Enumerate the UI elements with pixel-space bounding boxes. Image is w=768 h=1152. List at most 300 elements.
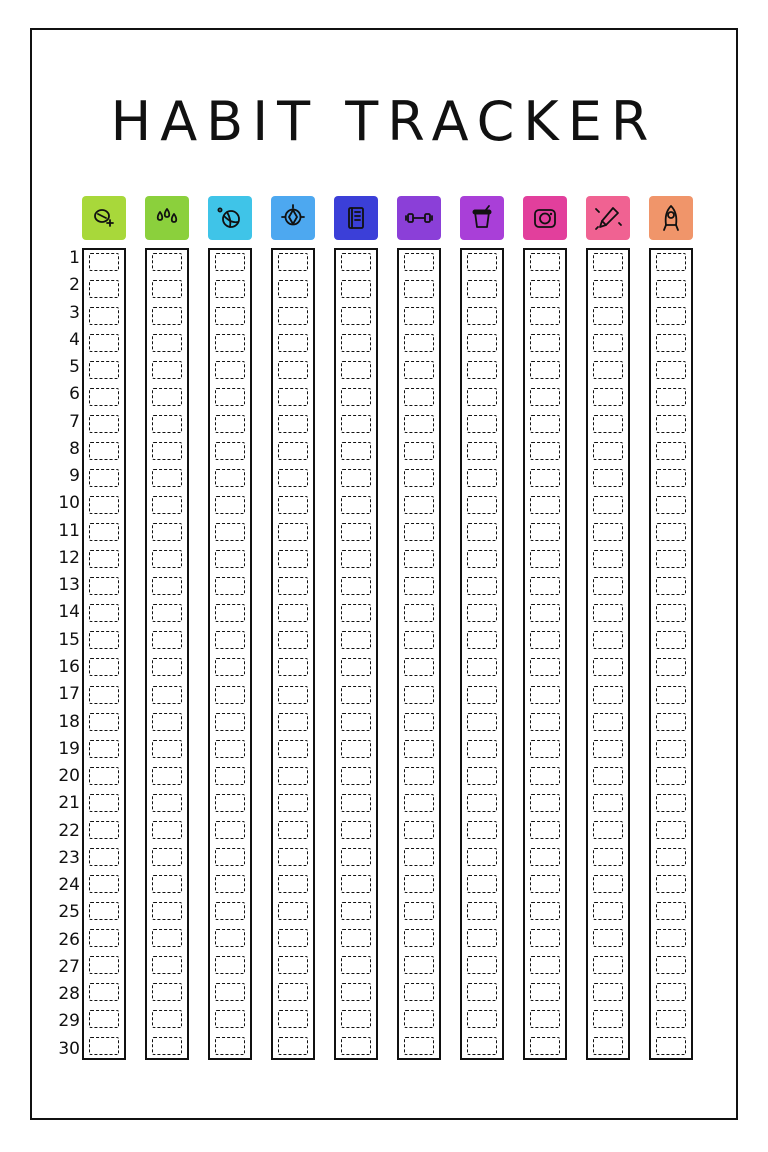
habit-cell[interactable] [278,550,308,568]
habit-cell[interactable] [467,334,497,352]
habit-cell[interactable] [215,253,245,271]
habit-cell[interactable] [341,902,371,920]
habit-cell[interactable] [152,469,182,487]
habit-cell[interactable] [215,631,245,649]
habit-cell[interactable] [467,550,497,568]
habit-cell[interactable] [215,388,245,406]
habit-cell[interactable] [467,956,497,974]
habit-cell[interactable] [467,740,497,758]
habit-cell[interactable] [656,577,686,595]
habit-cell[interactable] [404,821,434,839]
habit-cell[interactable] [152,929,182,947]
habit-cell[interactable] [467,604,497,622]
habit-cell[interactable] [152,983,182,1001]
habit-cell[interactable] [530,983,560,1001]
habit-cell[interactable] [656,1010,686,1028]
habit-cell[interactable] [593,631,623,649]
habit-cell[interactable] [341,307,371,325]
habit-cell[interactable] [89,361,119,379]
habit-cell[interactable] [593,388,623,406]
habit-cell[interactable] [152,658,182,676]
habit-cell[interactable] [530,902,560,920]
habit-cell[interactable] [89,469,119,487]
habit-cell[interactable] [404,767,434,785]
habit-cell[interactable] [278,686,308,704]
habit-cell[interactable] [530,767,560,785]
habit-cell[interactable] [593,334,623,352]
habit-cell[interactable] [656,523,686,541]
habit-cell[interactable] [530,794,560,812]
habit-cell[interactable] [530,334,560,352]
habit-cell[interactable] [341,929,371,947]
habit-cell[interactable] [278,442,308,460]
habit-cell[interactable] [152,713,182,731]
habit-cell[interactable] [404,550,434,568]
habit-cell[interactable] [404,956,434,974]
habit-cell[interactable] [467,821,497,839]
habit-cell[interactable] [278,577,308,595]
habit-cell[interactable] [278,334,308,352]
habit-cell[interactable] [278,496,308,514]
habit-cell[interactable] [656,902,686,920]
habit-cell[interactable] [404,469,434,487]
habit-cell[interactable] [404,848,434,866]
habit-cell[interactable] [89,713,119,731]
habit-cell[interactable] [656,794,686,812]
habit-cell[interactable] [593,713,623,731]
habit-cell[interactable] [404,631,434,649]
habit-cell[interactable] [467,848,497,866]
habit-cell[interactable] [89,496,119,514]
habit-cell[interactable] [278,469,308,487]
habit-cell[interactable] [152,875,182,893]
habit-cell[interactable] [278,956,308,974]
habit-cell[interactable] [530,577,560,595]
habit-cell[interactable] [656,713,686,731]
habit-cell[interactable] [467,307,497,325]
habit-cell[interactable] [530,658,560,676]
habit-cell[interactable] [278,604,308,622]
habit-cell[interactable] [278,280,308,298]
habit-cell[interactable] [467,361,497,379]
habit-cell[interactable] [467,929,497,947]
habit-cell[interactable] [593,1010,623,1028]
habit-cell[interactable] [152,253,182,271]
habit-cell[interactable] [530,956,560,974]
habit-cell[interactable] [89,253,119,271]
habit-cell[interactable] [656,550,686,568]
habit-cell[interactable] [89,686,119,704]
habit-cell[interactable] [152,848,182,866]
habit-cell[interactable] [215,929,245,947]
habit-cell[interactable] [215,469,245,487]
habit-cell[interactable] [278,307,308,325]
habit-cell[interactable] [404,388,434,406]
habit-cell[interactable] [467,1010,497,1028]
habit-cell[interactable] [467,388,497,406]
habit-cell[interactable] [656,631,686,649]
habit-cell[interactable] [656,956,686,974]
habit-cell[interactable] [530,415,560,433]
habit-cell[interactable] [341,523,371,541]
habit-cell[interactable] [656,361,686,379]
habit-cell[interactable] [530,469,560,487]
habit-cell[interactable] [278,523,308,541]
habit-cell[interactable] [593,307,623,325]
habit-cell[interactable] [530,631,560,649]
habit-cell[interactable] [467,767,497,785]
habit-cell[interactable] [278,875,308,893]
habit-cell[interactable] [215,875,245,893]
habit-cell[interactable] [656,767,686,785]
habit-cell[interactable] [467,658,497,676]
habit-cell[interactable] [467,523,497,541]
habit-cell[interactable] [404,253,434,271]
habit-cell[interactable] [467,686,497,704]
habit-cell[interactable] [530,307,560,325]
habit-cell[interactable] [89,794,119,812]
habit-cell[interactable] [152,334,182,352]
habit-cell[interactable] [89,658,119,676]
habit-cell[interactable] [593,604,623,622]
habit-cell[interactable] [341,334,371,352]
habit-cell[interactable] [89,442,119,460]
habit-cell[interactable] [89,740,119,758]
habit-cell[interactable] [530,929,560,947]
habit-cell[interactable] [89,523,119,541]
habit-cell[interactable] [467,469,497,487]
habit-cell[interactable] [593,523,623,541]
habit-cell[interactable] [89,848,119,866]
habit-cell[interactable] [404,794,434,812]
habit-cell[interactable] [341,1010,371,1028]
habit-cell[interactable] [656,415,686,433]
habit-cell[interactable] [404,280,434,298]
habit-cell[interactable] [341,604,371,622]
habit-cell[interactable] [89,983,119,1001]
habit-cell[interactable] [530,821,560,839]
habit-cell[interactable] [278,631,308,649]
habit-cell[interactable] [341,577,371,595]
habit-cell[interactable] [404,740,434,758]
habit-cell[interactable] [152,577,182,595]
habit-cell[interactable] [656,740,686,758]
habit-cell[interactable] [530,280,560,298]
habit-cell[interactable] [341,361,371,379]
habit-cell[interactable] [278,253,308,271]
habit-cell[interactable] [341,415,371,433]
habit-cell[interactable] [404,1037,434,1055]
habit-cell[interactable] [89,929,119,947]
habit-cell[interactable] [215,577,245,595]
habit-cell[interactable] [152,1010,182,1028]
habit-cell[interactable] [593,415,623,433]
habit-cell[interactable] [404,604,434,622]
habit-cell[interactable] [404,523,434,541]
habit-cell[interactable] [215,1037,245,1055]
habit-cell[interactable] [530,388,560,406]
habit-cell[interactable] [341,686,371,704]
habit-cell[interactable] [467,415,497,433]
habit-cell[interactable] [215,415,245,433]
habit-cell[interactable] [593,658,623,676]
habit-cell[interactable] [593,929,623,947]
habit-cell[interactable] [467,1037,497,1055]
habit-cell[interactable] [593,442,623,460]
habit-cell[interactable] [467,442,497,460]
habit-cell[interactable] [656,442,686,460]
habit-cell[interactable] [215,767,245,785]
habit-cell[interactable] [341,821,371,839]
habit-cell[interactable] [341,740,371,758]
habit-cell[interactable] [593,794,623,812]
habit-cell[interactable] [89,875,119,893]
habit-cell[interactable] [152,496,182,514]
habit-cell[interactable] [89,550,119,568]
habit-cell[interactable] [215,442,245,460]
habit-cell[interactable] [530,740,560,758]
habit-cell[interactable] [215,604,245,622]
habit-cell[interactable] [152,415,182,433]
habit-cell[interactable] [89,415,119,433]
habit-cell[interactable] [215,334,245,352]
habit-cell[interactable] [467,280,497,298]
habit-cell[interactable] [89,821,119,839]
habit-cell[interactable] [341,388,371,406]
habit-cell[interactable] [593,686,623,704]
habit-cell[interactable] [152,767,182,785]
habit-cell[interactable] [341,469,371,487]
habit-cell[interactable] [467,875,497,893]
habit-cell[interactable] [404,658,434,676]
habit-cell[interactable] [656,983,686,1001]
habit-cell[interactable] [278,713,308,731]
habit-cell[interactable] [530,1010,560,1028]
habit-cell[interactable] [467,902,497,920]
habit-cell[interactable] [656,496,686,514]
habit-cell[interactable] [89,631,119,649]
habit-cell[interactable] [404,442,434,460]
habit-cell[interactable] [341,442,371,460]
habit-cell[interactable] [656,686,686,704]
habit-cell[interactable] [152,956,182,974]
habit-cell[interactable] [215,821,245,839]
habit-cell[interactable] [152,442,182,460]
habit-cell[interactable] [341,956,371,974]
habit-cell[interactable] [215,361,245,379]
habit-cell[interactable] [341,713,371,731]
habit-cell[interactable] [152,361,182,379]
habit-cell[interactable] [530,713,560,731]
habit-cell[interactable] [341,253,371,271]
habit-cell[interactable] [278,983,308,1001]
habit-cell[interactable] [404,577,434,595]
habit-cell[interactable] [341,848,371,866]
habit-cell[interactable] [656,821,686,839]
habit-cell[interactable] [215,523,245,541]
habit-cell[interactable] [278,1010,308,1028]
habit-cell[interactable] [656,1037,686,1055]
habit-cell[interactable] [278,794,308,812]
habit-cell[interactable] [152,821,182,839]
habit-cell[interactable] [215,658,245,676]
habit-cell[interactable] [215,956,245,974]
habit-cell[interactable] [593,902,623,920]
habit-cell[interactable] [467,496,497,514]
habit-cell[interactable] [278,1037,308,1055]
habit-cell[interactable] [593,740,623,758]
habit-cell[interactable] [593,848,623,866]
habit-cell[interactable] [656,658,686,676]
habit-cell[interactable] [89,956,119,974]
habit-cell[interactable] [215,307,245,325]
habit-cell[interactable] [404,713,434,731]
habit-cell[interactable] [89,307,119,325]
habit-cell[interactable] [152,604,182,622]
habit-cell[interactable] [593,253,623,271]
habit-cell[interactable] [152,1037,182,1055]
habit-cell[interactable] [656,604,686,622]
habit-cell[interactable] [278,848,308,866]
habit-cell[interactable] [530,361,560,379]
habit-cell[interactable] [152,902,182,920]
habit-cell[interactable] [656,334,686,352]
habit-cell[interactable] [530,848,560,866]
habit-cell[interactable] [215,983,245,1001]
habit-cell[interactable] [278,821,308,839]
habit-cell[interactable] [89,388,119,406]
habit-cell[interactable] [404,875,434,893]
habit-cell[interactable] [215,902,245,920]
habit-cell[interactable] [152,686,182,704]
habit-cell[interactable] [530,496,560,514]
habit-cell[interactable] [278,388,308,406]
habit-cell[interactable] [341,875,371,893]
habit-cell[interactable] [530,523,560,541]
habit-cell[interactable] [341,631,371,649]
habit-cell[interactable] [593,1037,623,1055]
habit-cell[interactable] [89,1037,119,1055]
habit-cell[interactable] [89,1010,119,1028]
habit-cell[interactable] [278,740,308,758]
habit-cell[interactable] [215,496,245,514]
habit-cell[interactable] [152,388,182,406]
habit-cell[interactable] [530,604,560,622]
habit-cell[interactable] [404,929,434,947]
habit-cell[interactable] [278,902,308,920]
habit-cell[interactable] [467,253,497,271]
habit-cell[interactable] [593,550,623,568]
habit-cell[interactable] [404,334,434,352]
habit-cell[interactable] [656,388,686,406]
habit-cell[interactable] [467,631,497,649]
habit-cell[interactable] [89,902,119,920]
habit-cell[interactable] [593,280,623,298]
habit-cell[interactable] [152,631,182,649]
habit-cell[interactable] [215,550,245,568]
habit-cell[interactable] [341,1037,371,1055]
habit-cell[interactable] [341,767,371,785]
habit-cell[interactable] [215,713,245,731]
habit-cell[interactable] [404,307,434,325]
habit-cell[interactable] [656,253,686,271]
habit-cell[interactable] [404,361,434,379]
habit-cell[interactable] [278,415,308,433]
habit-cell[interactable] [215,848,245,866]
habit-cell[interactable] [341,496,371,514]
habit-cell[interactable] [404,902,434,920]
habit-cell[interactable] [656,875,686,893]
habit-cell[interactable] [152,523,182,541]
habit-cell[interactable] [467,983,497,1001]
habit-cell[interactable] [593,956,623,974]
habit-cell[interactable] [593,821,623,839]
habit-cell[interactable] [152,794,182,812]
habit-cell[interactable] [215,1010,245,1028]
habit-cell[interactable] [656,848,686,866]
habit-cell[interactable] [404,686,434,704]
habit-cell[interactable] [278,929,308,947]
habit-cell[interactable] [341,983,371,1001]
habit-cell[interactable] [467,713,497,731]
habit-cell[interactable] [656,929,686,947]
habit-cell[interactable] [341,550,371,568]
habit-cell[interactable] [656,469,686,487]
habit-cell[interactable] [152,740,182,758]
habit-cell[interactable] [404,983,434,1001]
habit-cell[interactable] [530,253,560,271]
habit-cell[interactable] [530,442,560,460]
habit-cell[interactable] [530,1037,560,1055]
habit-cell[interactable] [593,983,623,1001]
habit-cell[interactable] [89,280,119,298]
habit-cell[interactable] [593,496,623,514]
habit-cell[interactable] [593,469,623,487]
habit-cell[interactable] [215,740,245,758]
habit-cell[interactable] [530,875,560,893]
habit-cell[interactable] [404,415,434,433]
habit-cell[interactable] [593,767,623,785]
habit-cell[interactable] [215,794,245,812]
habit-cell[interactable] [278,658,308,676]
habit-cell[interactable] [215,686,245,704]
habit-cell[interactable] [215,280,245,298]
habit-cell[interactable] [404,496,434,514]
habit-cell[interactable] [530,686,560,704]
habit-cell[interactable] [656,307,686,325]
habit-cell[interactable] [152,307,182,325]
habit-cell[interactable] [656,280,686,298]
habit-cell[interactable] [341,658,371,676]
habit-cell[interactable] [89,334,119,352]
habit-cell[interactable] [593,875,623,893]
habit-cell[interactable] [341,280,371,298]
habit-cell[interactable] [467,794,497,812]
habit-cell[interactable] [278,361,308,379]
habit-cell[interactable] [467,577,497,595]
habit-cell[interactable] [89,767,119,785]
habit-cell[interactable] [341,794,371,812]
habit-cell[interactable] [530,550,560,568]
habit-cell[interactable] [152,280,182,298]
habit-cell[interactable] [593,577,623,595]
habit-cell[interactable] [89,577,119,595]
habit-cell[interactable] [278,767,308,785]
habit-cell[interactable] [152,550,182,568]
habit-cell[interactable] [593,361,623,379]
habit-cell[interactable] [89,604,119,622]
habit-cell[interactable] [404,1010,434,1028]
